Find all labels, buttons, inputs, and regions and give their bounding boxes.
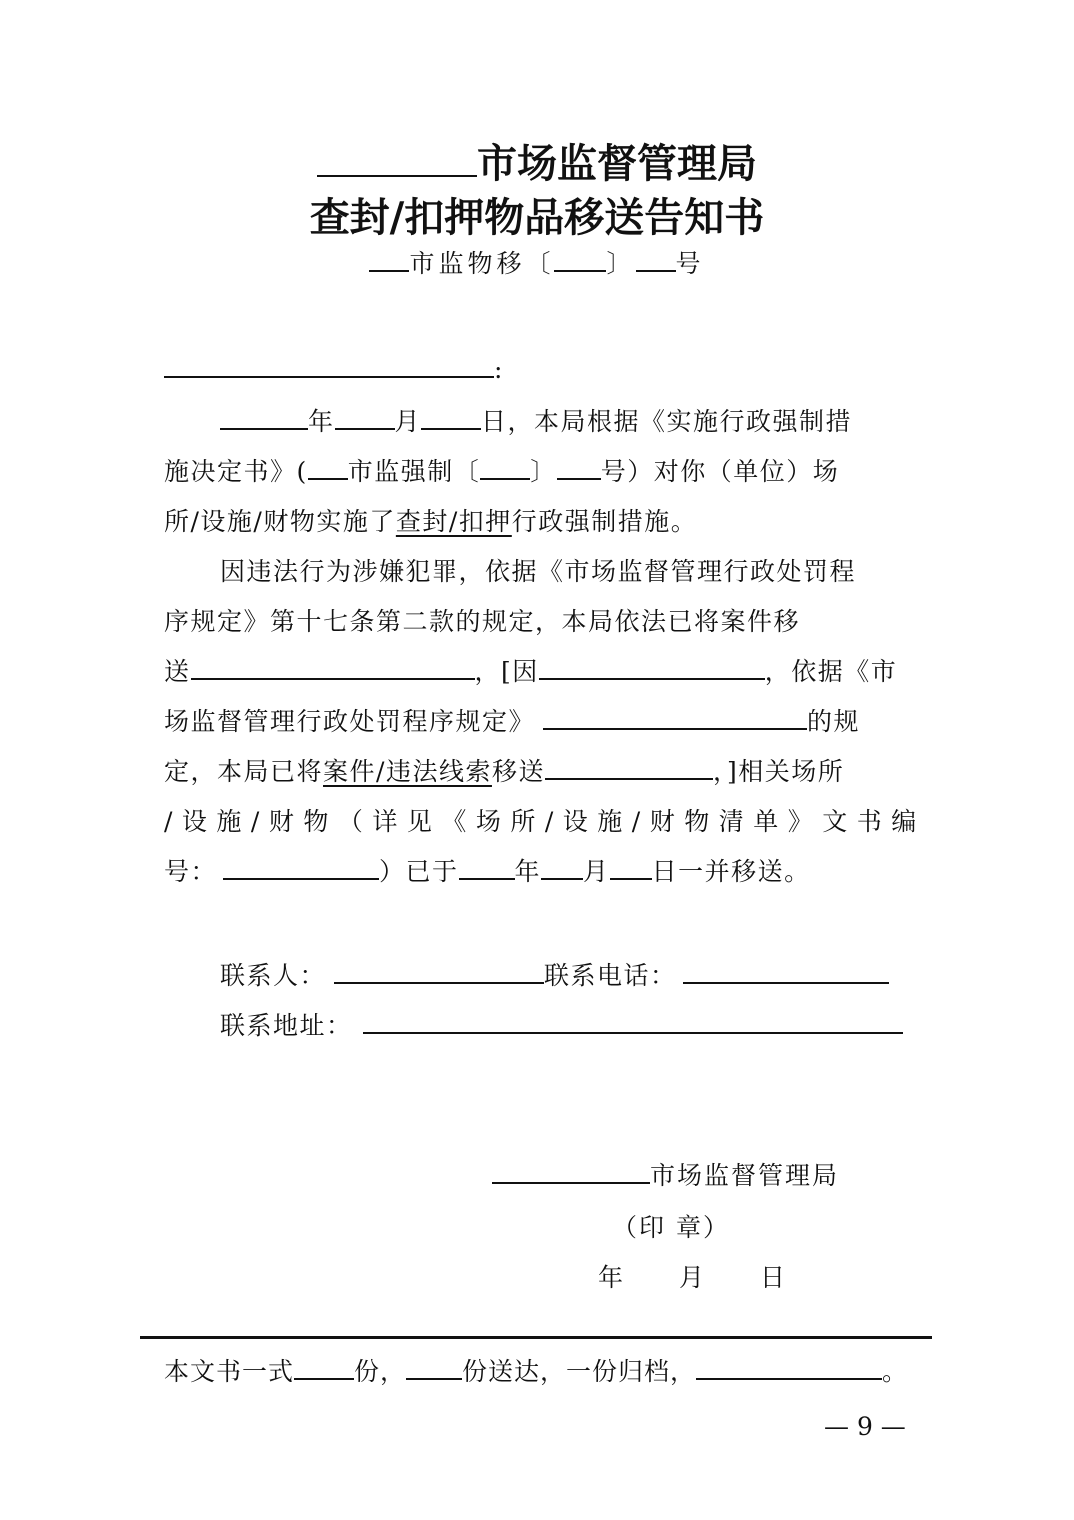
regulation-article-blank[interactable] bbox=[543, 704, 807, 730]
doc-number-blank-3[interactable] bbox=[636, 246, 676, 272]
doc-number: 市监物移〔 〕 号 bbox=[0, 244, 1074, 280]
contact-line: 联系人： 联系电话： bbox=[220, 956, 889, 992]
month-blank[interactable] bbox=[335, 404, 395, 430]
p1-line3: 所/设施/财物实施了查封/扣押行政强制措施。 bbox=[164, 507, 698, 536]
copies-other-blank[interactable] bbox=[696, 1354, 882, 1380]
signature-date: 年 月 日 bbox=[598, 1263, 788, 1292]
measure-type: 查封/扣押 bbox=[395, 507, 512, 536]
doc-number-blank-2[interactable] bbox=[554, 246, 606, 272]
agency-suffix: 市场监督管理局 bbox=[477, 140, 757, 187]
copies-line: 本文书一式 份， 份送达，一份归档， 。 bbox=[164, 1352, 908, 1388]
year-blank[interactable] bbox=[220, 404, 308, 430]
title-agency bbox=[0, 132, 1074, 189]
addressee-blank[interactable] bbox=[164, 352, 494, 378]
enforcement-no-blank-2[interactable] bbox=[480, 454, 530, 480]
transfer-recipient-blank[interactable] bbox=[545, 754, 713, 780]
p2-line5: 定，本局已将案件/违法线索移送 ，]相关场所 bbox=[164, 752, 844, 788]
transfer-to-blank[interactable] bbox=[191, 654, 475, 680]
enforcement-no-blank-3[interactable] bbox=[557, 454, 601, 480]
p2-line7: 号： ）已于 年 月 日一并移送。 bbox=[164, 852, 811, 888]
enforcement-no-blank-1[interactable] bbox=[308, 454, 348, 480]
transfer-month-blank[interactable] bbox=[541, 854, 583, 880]
contact-phone-field[interactable] bbox=[683, 958, 889, 984]
p2-line6: /设施/财物（详见《场所/设施/财物清单》文书编 bbox=[164, 807, 926, 836]
agency-blank[interactable] bbox=[317, 137, 477, 177]
document-title: 查封/扣押物品移送告知书 bbox=[309, 194, 765, 241]
seal-label: （印 章） bbox=[612, 1213, 730, 1242]
page-number: — 9 — bbox=[824, 1412, 906, 1441]
doc-number-blank-1[interactable] bbox=[369, 246, 409, 272]
p2-line3: 送 ，[因 ，依据《市 bbox=[164, 652, 897, 688]
p2-line1: 因违法行为涉嫌犯罪，依据《市场监督管理行政处罚程 bbox=[220, 557, 857, 586]
signature-agency: 市场监督管理局 bbox=[492, 1156, 839, 1192]
signature-agency-blank[interactable] bbox=[492, 1158, 650, 1184]
contact-person-field[interactable] bbox=[334, 958, 544, 984]
reason-blank[interactable] bbox=[539, 654, 765, 680]
transfer-year-blank[interactable] bbox=[459, 854, 515, 880]
p2-line2: 序规定》第十七条第二款的规定，本局依法已将案件移 bbox=[164, 607, 801, 636]
copies-total-blank[interactable] bbox=[294, 1354, 354, 1380]
contact-address-field[interactable] bbox=[363, 1008, 903, 1034]
day-blank[interactable] bbox=[421, 404, 481, 430]
p1-line1: 年 月 日，本局根据《实施行政强制措 bbox=[220, 402, 852, 438]
footer-divider bbox=[140, 1336, 932, 1339]
p1-line2: 施决定书》( 市监强制〔 〕 号）对你（单位）场 bbox=[164, 452, 839, 488]
address-line: 联系地址： bbox=[220, 1006, 903, 1042]
copies-served-blank[interactable] bbox=[406, 1354, 462, 1380]
p2-line4: 场监督管理行政处罚程序规定》 的规 bbox=[164, 702, 860, 738]
addressee: : bbox=[164, 352, 504, 384]
list-number-blank[interactable] bbox=[223, 854, 379, 880]
transfer-day-blank[interactable] bbox=[610, 854, 652, 880]
case-or-clue: 案件/违法线索 bbox=[323, 757, 492, 786]
